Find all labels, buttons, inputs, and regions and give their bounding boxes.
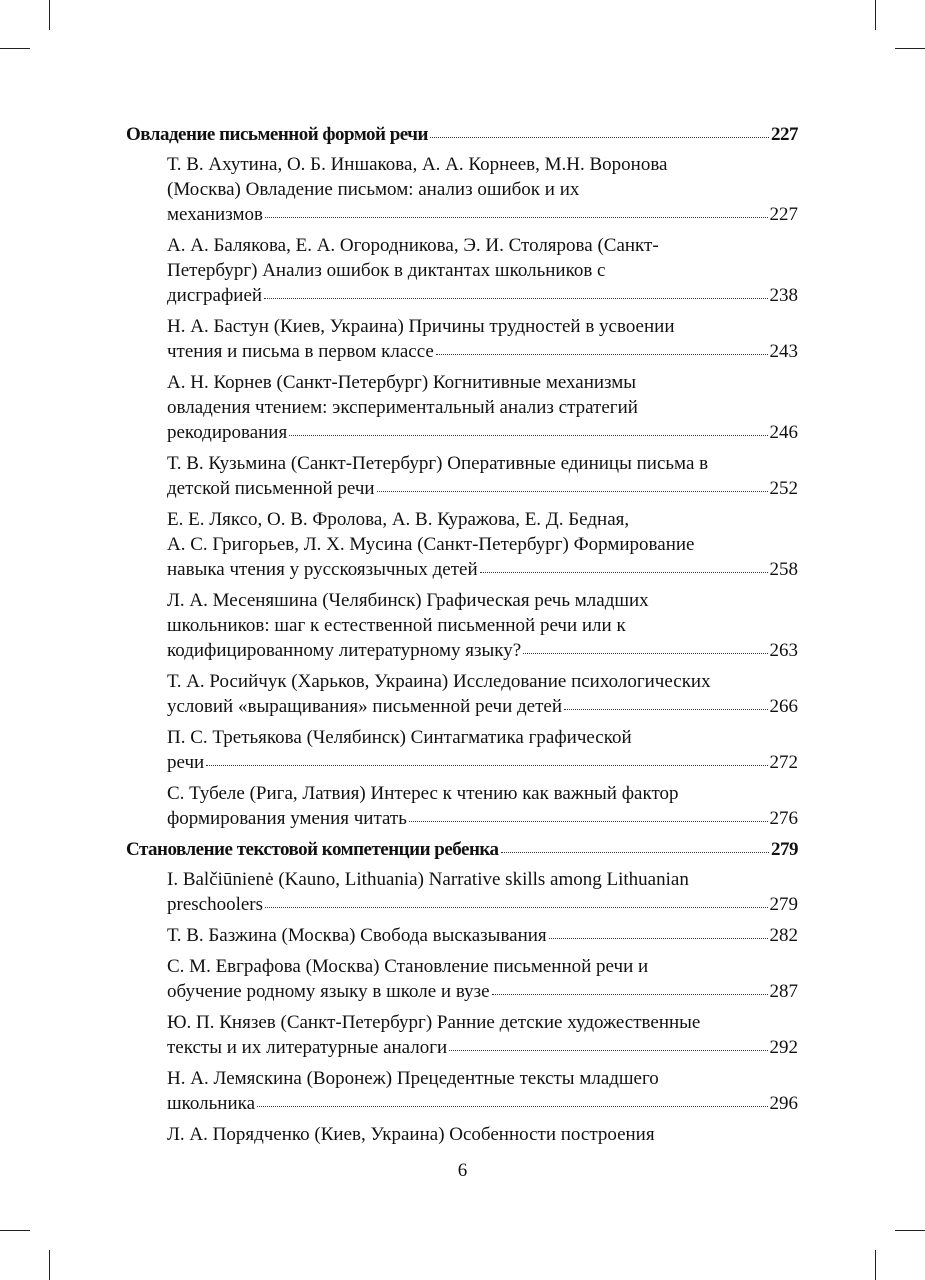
toc-entry[interactable] [126, 152, 798, 227]
crop-mark [895, 48, 925, 49]
toc-entry[interactable] [126, 451, 798, 501]
toc-entry-title: навыка чтения у русскоязычных детей [167, 559, 478, 580]
toc-entry-title: кодифицированному литературному языку? [167, 640, 522, 661]
toc-page-number: 227 [771, 124, 798, 145]
toc-page-number: 276 [769, 808, 798, 829]
toc-entry[interactable] [126, 233, 798, 308]
dot-leader [409, 821, 768, 822]
dot-leader [436, 354, 768, 355]
dot-leader [264, 298, 767, 299]
toc-entry[interactable] [126, 588, 798, 663]
toc-entry-line: Ю. П. Князев (Санкт-Петербург) Ранние детские художественные [167, 1012, 701, 1033]
toc-entry-title: условий «выращивания» письменной речи детей [167, 696, 563, 717]
toc-entry[interactable] [126, 1010, 798, 1060]
toc-page-number: 282 [769, 925, 798, 946]
toc-page-number: 258 [769, 559, 798, 580]
dot-leader [265, 217, 768, 218]
toc-entry-title: формирования умения читать [167, 808, 407, 829]
toc-entry[interactable] [126, 507, 798, 582]
dot-leader [265, 907, 767, 908]
dot-leader [564, 709, 767, 710]
toc-entry-line: Т. А. Росийчук (Харьков, Украина) Исследование психологических [167, 671, 711, 692]
toc-entry-line: овладения чтением: экспериментальный анализ стратегий [167, 397, 638, 418]
crop-mark [0, 1230, 30, 1231]
crop-mark [895, 1230, 925, 1231]
dot-leader [523, 653, 767, 654]
dot-leader [549, 938, 768, 939]
toc-entry[interactable] [126, 669, 798, 719]
toc-entry-title: механизмов [167, 204, 263, 225]
toc-entry-line: Петербург) Анализ ошибок в диктантах школьников с [167, 260, 606, 281]
toc-page-number: 279 [769, 894, 798, 915]
toc-entry-title: preschoolers [167, 894, 264, 915]
crop-mark [49, 1250, 50, 1280]
dot-leader [289, 435, 767, 436]
toc-page-number: 296 [769, 1093, 798, 1114]
toc-entry-line: Н. А. Бастун (Киев, Украина) Причины трудностей в усвоении [167, 316, 675, 337]
toc-page-number: 266 [769, 696, 798, 717]
table-of-contents [126, 122, 798, 1153]
toc-page-number: 243 [769, 341, 798, 362]
dot-leader [449, 1050, 767, 1051]
toc-entry[interactable] [126, 725, 798, 775]
toc-page-number: 246 [769, 422, 798, 443]
toc-entry[interactable] [126, 954, 798, 1004]
crop-mark [875, 0, 876, 30]
toc-entry[interactable] [126, 1066, 798, 1116]
toc-page-number: 238 [769, 285, 798, 306]
toc-section-heading[interactable] [126, 837, 798, 863]
dot-leader [501, 852, 769, 853]
toc-entry-line: А. С. Григорьев, Л. Х. Мусина (Санкт-Петербург) Формирование [167, 534, 695, 555]
toc-entry-title: школьника [167, 1093, 256, 1114]
toc-entry-line: Л. А. Месеняшина (Челябинск) Графическая речь младших [167, 590, 649, 611]
toc-entry-line: С. М. Евграфова (Москва) Становление письменной речи и [167, 956, 649, 977]
toc-entry-title: чтения и письма в первом классе [167, 341, 434, 362]
toc-entry[interactable] [126, 314, 798, 364]
toc-entry[interactable] [126, 1122, 798, 1147]
crop-mark [49, 0, 50, 30]
toc-entry-line: (Москва) Овладение письмом: анализ ошибок и их [167, 179, 580, 200]
toc-entry-title: Т. В. Базжина (Москва) Свобода высказывания [167, 925, 547, 946]
toc-entry-title: Овладение письменной формой речи [126, 124, 428, 145]
toc-page-number: 292 [769, 1037, 798, 1058]
toc-entry-line: I. Balčiūnienė (Kauno, Lithuania) Narrative skills among Lithuanian [167, 869, 689, 890]
toc-entry-line: Т. В. Кузьмина (Санкт-Петербург) Оперативные единицы письма в [167, 453, 709, 474]
crop-mark [0, 48, 30, 49]
toc-entry-title: детской письменной речи [167, 478, 375, 499]
toc-entry[interactable] [126, 370, 798, 445]
toc-page-number: 279 [771, 839, 798, 860]
toc-entry[interactable] [126, 923, 798, 948]
toc-entry-line: А. А. Балякова, Е. А. Огородникова, Э. И. Столярова (Санкт- [167, 235, 659, 256]
toc-section-heading[interactable] [126, 122, 798, 148]
toc-entry-line: Т. В. Ахутина, О. Б. Иншакова, А. А. Корнеев, М.Н. Воронова [167, 154, 668, 175]
toc-entry-title: обучение родному языку в школе и вузе [167, 981, 490, 1002]
toc-page-number: 287 [769, 981, 798, 1002]
toc-entry-title: рекодирования [167, 422, 288, 443]
crop-mark [875, 1250, 876, 1280]
toc-entry-title: речи [167, 752, 205, 773]
toc-page-number: 252 [769, 478, 798, 499]
toc-entry-title: Становление текстовой компетенции ребенка [126, 839, 499, 860]
toc-entry-line: А. Н. Корнев (Санкт-Петербург) Когнитивные механизмы [167, 372, 637, 393]
toc-entry-line: П. С. Третьякова (Челябинск) Синтагматика графической [167, 727, 632, 748]
toc-page-number: 227 [769, 204, 798, 225]
toc-entry[interactable] [126, 781, 798, 831]
dot-leader [430, 137, 769, 138]
toc-entry-line: школьников: шаг к естественной письменной речи или к [167, 615, 626, 636]
toc-page-number: 263 [769, 640, 798, 661]
toc-entry-line: Е. Е. Ляксо, О. В. Фролова, А. В. Куражова, Е. Д. Бедная, [167, 509, 630, 530]
toc-entry-line: Л. А. Порядченко (Киев, Украина) Особенности построения [167, 1124, 655, 1145]
toc-entry-line: С. Тубеле (Рига, Латвия) Интерес к чтению как важный фактор [167, 783, 679, 804]
toc-entry-line: Н. А. Лемяскина (Воронеж) Прецедентные тексты младшего [167, 1068, 659, 1089]
dot-leader [377, 491, 768, 492]
toc-entry-title: дисграфией [167, 285, 263, 306]
toc-entry-title: тексты и их литературные аналоги [167, 1037, 448, 1058]
dot-leader [480, 572, 768, 573]
dot-leader [257, 1106, 767, 1107]
dot-leader [206, 765, 767, 766]
toc-page-number: 272 [769, 752, 798, 773]
dot-leader [492, 994, 768, 995]
toc-entry[interactable] [126, 867, 798, 917]
page-number: 6 [457, 1160, 468, 1181]
